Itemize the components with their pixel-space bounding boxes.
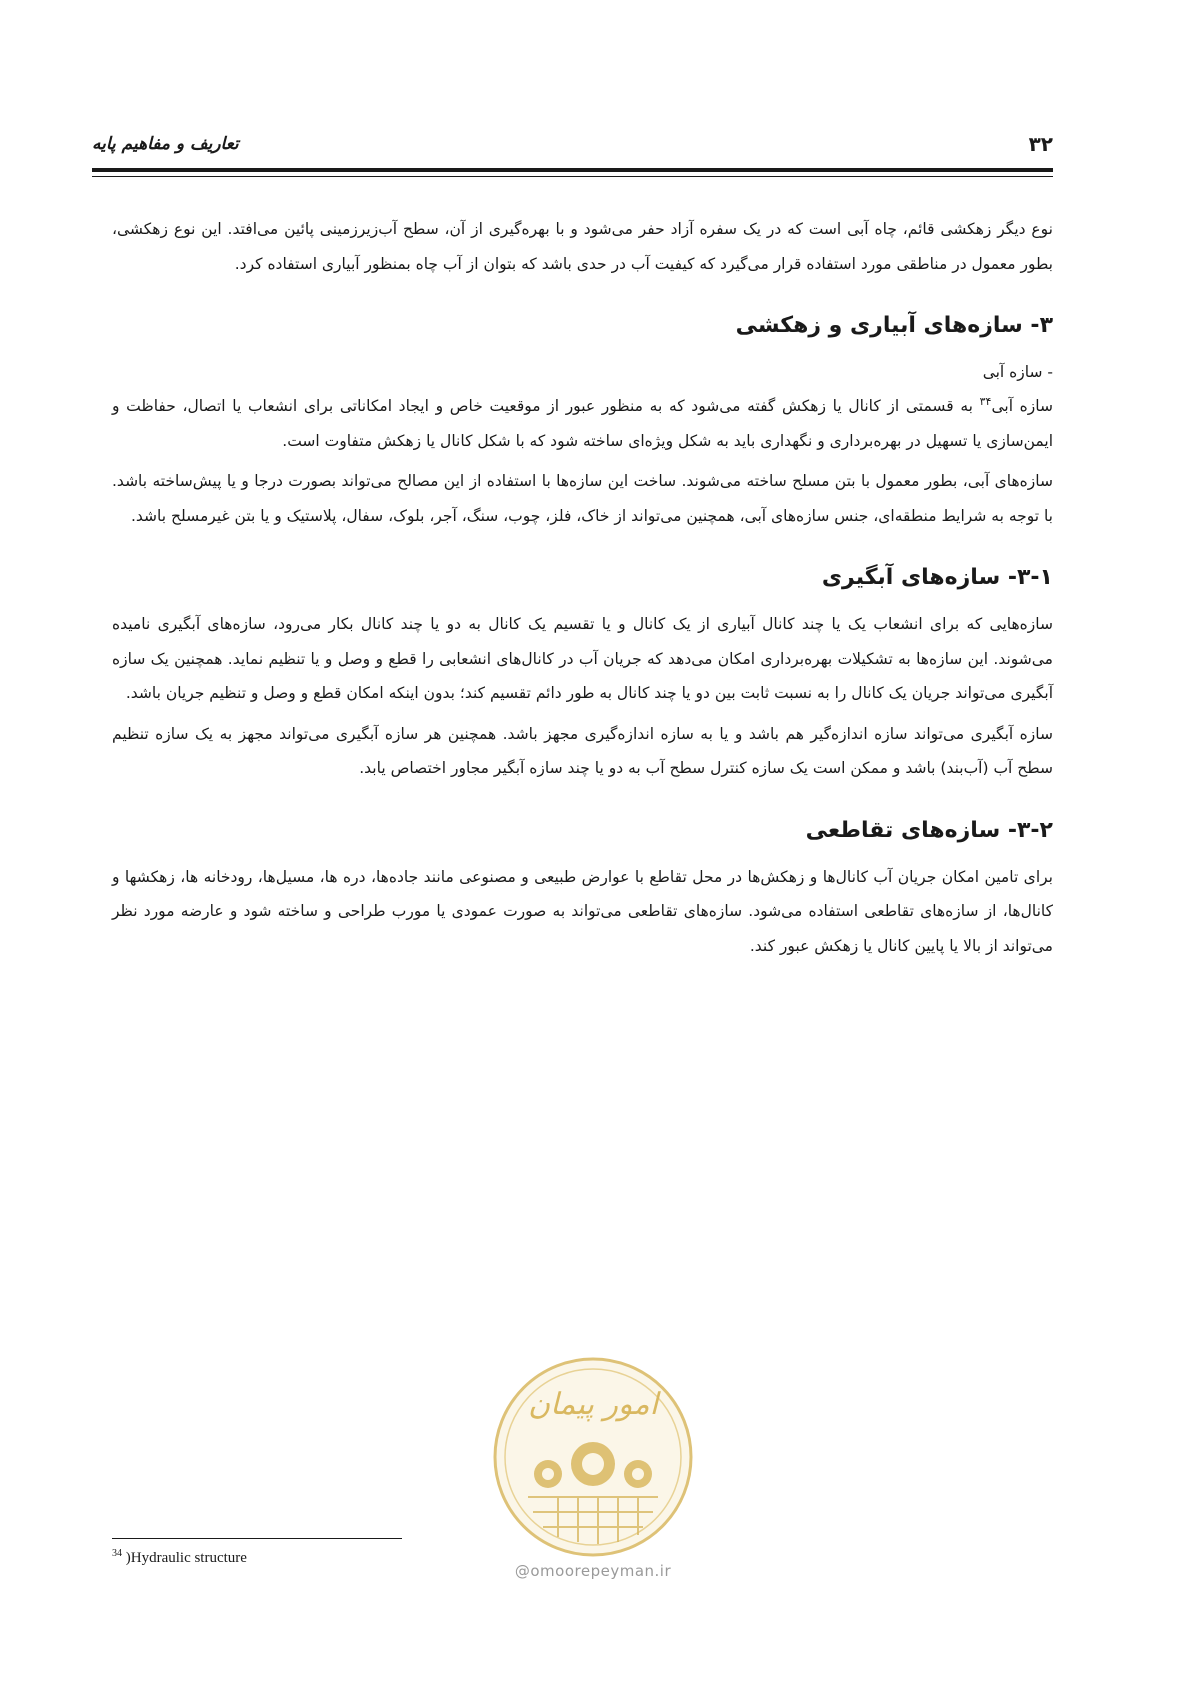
body-content — [112, 212, 1053, 969]
section-heading-3: ۳- سازه‌های آبیاری و زهکشی — [735, 313, 1053, 338]
at-icon: @ — [514, 1562, 531, 1580]
bullet-hydraulic-structure: - سازه آبی — [982, 363, 1053, 381]
header-rule-thick — [92, 168, 1053, 172]
running-title: تعاریف و مفاهیم پایه — [92, 134, 239, 154]
paragraph-intake-structures: سازه‌هایی که برای انشعاب یک یا چند کانال آبیاری از یک کانال و یا تقسیم یک کانال به دو یا چند کانال بکار می‌رود، سازه‌های آبگیری نامیده می‌شوند. این سازه‌ها به تشکیلات بهره‌برداری امکان می‌دهد که جریان آب در کانال‌های انشعابی را قطع و وصل و یا تنظیم نماید. همچنین یک سازه آبگیری می‌تواند جریان یک کانال را به نسبت ثابت بین دو یا چند کانال به طور دائم تقسیم کند؛ بدون اینکه امکان قطع و وصل و تنظیم جریان باشد. — [112, 615, 1053, 702]
header-rule-thin — [92, 176, 1053, 177]
paragraph-hydraulic-structure-definition — [112, 389, 1053, 458]
page-number: ۳۲ — [1028, 132, 1053, 156]
logo-lettering: امور پیمان — [528, 1387, 658, 1422]
section-heading-3-1: ۳-۱- سازه‌های آبگیری — [821, 565, 1053, 590]
watermark-logo — [488, 1352, 698, 1562]
footnote-text: )Hydraulic structure — [125, 1550, 247, 1566]
text-run: سازه آبی — [991, 397, 1053, 415]
paragraph-vertical-drainage: نوع دیگر زهکشی قائم، چاه آبی است که در یک سفره آزاد حفر می‌شود و با بهره‌گیری از آن، سطح آب‌زیرزمینی پائین می‌افتد. این نوع زهکشی، بطور معمول در مناطقی مورد استفاده قرار می‌گیرد که کیفیت آب در حدی باشد که بتوان از آب چاه بمنظور آبیاری استفاده کرد. — [112, 220, 1053, 273]
watermark-url-text: omoorepeyman.ir — [530, 1562, 672, 1580]
footnote — [112, 1550, 247, 1567]
page-header — [92, 128, 1053, 172]
paragraph-crossing-structures: برای تامین امکان جریان آب کانال‌ها و زهکش‌ها در محل تقاطع با عوارض طبیعی و مصنوعی مانند جاده‌ها، دره ها، مسیل‌ها، رودخانه ها، زهکشها و کانال‌ها، از سازه‌های تقاطعی استفاده می‌شود. سازه‌های تقاطعی می‌تواند به صورت عمودی یا مورب طراحی و ساخته شود و عارضه مورد نظر می‌تواند از بالا یا پایین کانال یا زهکش عبور کند. — [112, 867, 1053, 955]
footnote-number: 34 — [112, 1548, 122, 1559]
footnote-separator — [112, 1538, 402, 1539]
paragraph-intake-measuring: سازه آبگیری می‌تواند سازه اندازه‌گیر هم باشد و یا به سازه اندازه‌گیری مجهز باشد. همچنین هر سازه آبگیری می‌تواند مجهز به یک سازه تنظیم سطح آب (آب‌بند) باشد و ممکن است یک سازه کنترل سطح آب به دو یا چند سازه آبگیر مجاور اختصاص یابد. — [112, 724, 1053, 777]
section-heading-3-2: ۳-۲- سازه‌های تقاطعی — [805, 817, 1053, 843]
watermark-url — [483, 1562, 703, 1580]
paragraph-structure-materials: سازه‌های آبی، بطور معمول با بتن مسلح ساخته می‌شوند. ساخت این سازه‌ها با استفاده از این مصالح می‌تواند بصورت درجا و یا پیش‌ساخته باشد. با توجه به شرایط منطقه‌ای، جنس سازه‌های آبی، همچنین می‌تواند از خاک، فلز، چوب، سنگ، آجر، بلوک، سفال، پلاستیک و یا بتن غیرمسلح باشد. — [112, 472, 1053, 525]
footnote-ref: ۳۴ — [979, 394, 992, 408]
text-run: به قسمتی از کانال یا زهکش گفته می‌شود که به منظور عبور از موقعیت خاص و ایجاد امکاناتی برای انشعاب یا اتصال، حفاظت و ایمن‌سازی یا تسهیل در بهره‌برداری و نگهداری باید به شکل ویژه‌ای ساخته شود که با شکل کانال یا زهکش متفاوت است. — [112, 397, 1053, 450]
